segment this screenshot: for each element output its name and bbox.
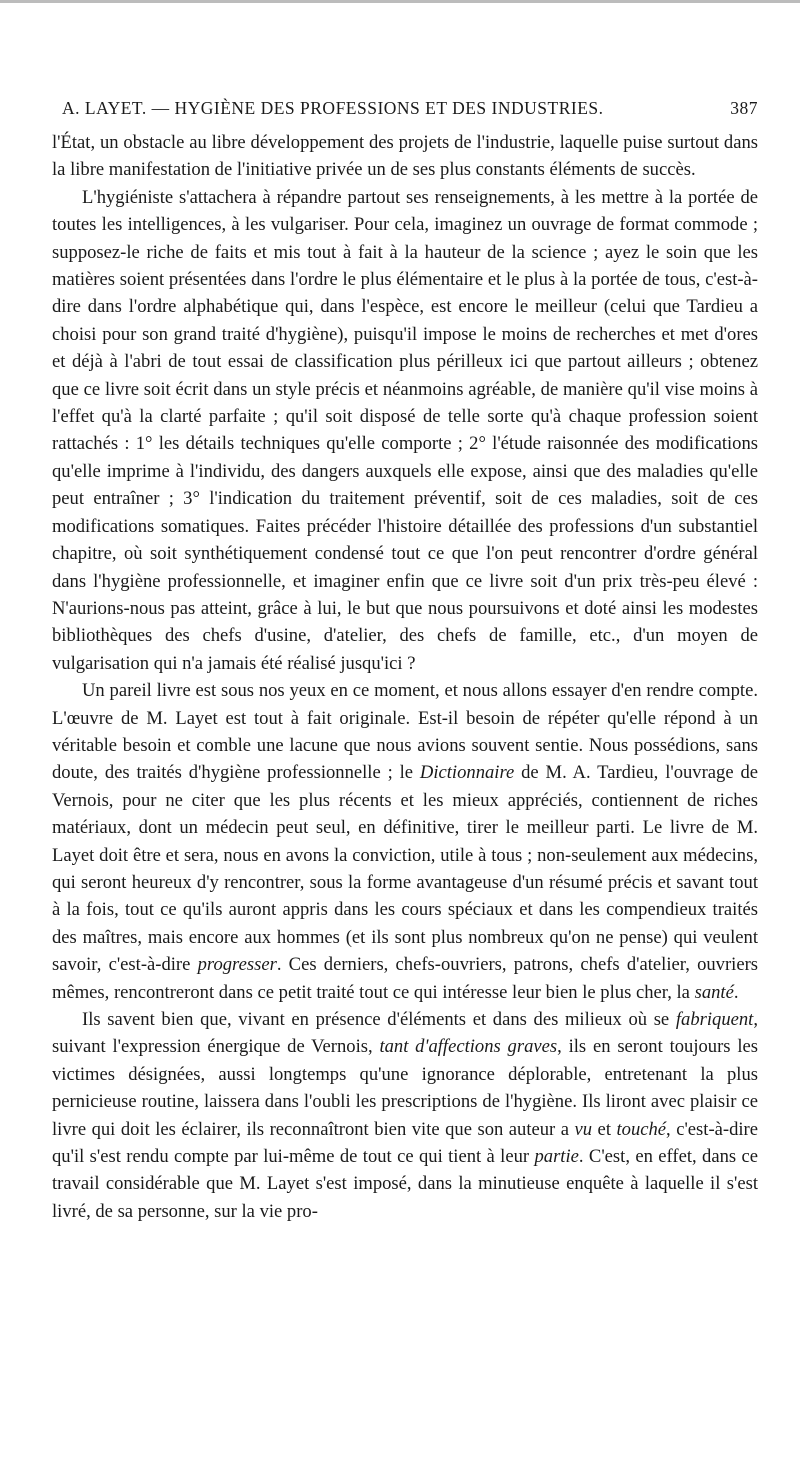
text-run: Un pareil livre est sous nos yeux en ce moment, et nous allons essayer d'en rendre compte. L'œuvre de M. Layet est tout à fait originale. Est-il besoin de répéter qu'elle répond à un véritable besoin et comble une lacune que nous avions souvent sentie. Nous possédions, sans doute, des traités d'hygiène professionnelle ; le xyxy=(52,680,758,784)
running-title: A. LAYET. — HYGIÈNE DES PROFESSIONS ET DES INDUSTRIES. xyxy=(62,98,604,118)
text-run: . C'est, en effet, dans ce travail considérable que M. Layet s'est imposé, dans la minutieuse enquête à laquelle il s'est livré, de sa personne, sur la vie pro- xyxy=(52,1146,759,1222)
text-run: . xyxy=(733,981,739,1003)
top-border-rule xyxy=(0,0,800,3)
book-page xyxy=(52,98,758,1225)
text-run: L'hygiéniste s'attachera à répandre partout ses renseignements, à les mettre à la portée de toutes les intelligences, à les vulgariser. Pour cela, imaginez un ouvrage de format commode ; supposez-le riche de faits et mis tout à fait à la hauteur de la science ; ayez le soin que les matières soient présentées dans l'ordre le plus élémentaire et le plus à la portée de tous, c'est-à-dire dans l'ordre alphabétique qui, dans l'espèce, est encore le meilleur (celui que Tardieu a choisi pour son grand traité d'hygiène), puisqu'il impose le moins de recherches et met d'ores et déjà à l'abri de tout essai de classification plus périlleux ici que partout ailleurs ; obtenez que ce livre soit écrit dans un style précis et néanmoins agréable, de manière qu'il vise moins à l'effet qu'à la clarté parfaite ; qu'il soit disposé de telle sorte qu'à chaque profession soient rattachés : 1° les détails techniques qu'elle comporte ; 2° l'étude raisonnée des modifications qu'elle imprime à l'individu, des dangers auxquels elle expose, ainsi que des maladies qu'elle peut entraîner ; 3° l'indication du traitement préventif, soit de ces maladies, soit de ces modifications somatiques. Faites précéder l'histoire détaillée des professions d'un substantiel chapitre, où soit synthétiquement condensé tout ce que l'on peut rencontrer d'ordre général dans l'hygiène professionnelle, et imaginer enfin que ce livre soit d'un prix très-peu élevé : N'aurions-nous pas atteint, grâce à lui, le but que nous poursuivons et doté ainsi les modestes bibliothèques des chefs d'usine, d'atelier, des chefs de famille, etc., d'un moyen de vulgarisation qui n'a jamais été réalisé jusqu'ici ? xyxy=(52,186,758,674)
text-run: l'État, un obstacle au libre développement des projets de l'industrie, laquelle puise surtout dans la libre manifestation de l'initiative privée un de ses plus constants éléments de succès. xyxy=(52,132,758,181)
italic-text: progresser xyxy=(197,954,277,976)
italic-text: fabriquent xyxy=(675,1009,754,1030)
italic-text: vu xyxy=(574,1118,593,1140)
text-run: , ils en seront toujours les victimes désignées, aussi longtemps qu'une ignorance déplorable, entretenant la plus pernicieuse routine, laissera dans l'oubli les prescriptions de l'hygiène. Ils liront avec plaisir ce livre qui doit les éclairer, ils reconnaîtront bien vite que son auteur a xyxy=(52,1036,758,1140)
text-run: Ils savent bien que, vivant en présence d'éléments et dans des milieux où se xyxy=(82,1009,676,1030)
paragraph xyxy=(52,677,758,1006)
paragraph xyxy=(52,129,758,184)
italic-text: touché xyxy=(616,1118,667,1140)
italic-text: Dictionnaire xyxy=(419,762,515,784)
text-run: , suivant l'expression énergique de Vernois, xyxy=(52,1009,758,1058)
italic-text: partie xyxy=(534,1146,579,1168)
paragraph xyxy=(52,184,758,677)
body-text xyxy=(52,129,758,1225)
paragraph xyxy=(52,1006,758,1225)
text-run: , c'est-à-dire qu'il s'est rendu compte par lui-même de tout ce qui tient à leur xyxy=(52,1118,758,1168)
text-run: et xyxy=(592,1118,617,1140)
text-run: . Ces derniers, chefs-ouvriers, patrons, chefs d'atelier, ouvriers mêmes, rencontreront dans ce petit traité tout ce qui intéresse leur bien le plus cher, la xyxy=(52,954,759,1003)
text-run: de M. A. Tardieu, l'ouvrage de Vernois, pour ne citer que les plus récents et les mieux appréciés, contiennent de riches matériaux, dont un médecin peut seul, en définitive, tirer le meilleur parti. Le livre de M. Layet doit être et sera, nous en avons la conviction, utile à tous ; non-seulement aux médecins, qui seront heureux d'y rencontrer, sous la forme avantageuse d'un résumé précis et savant tout à la fois, tout ce qu'ils auront appris dans les cours spéciaux et dans les compendieux traités des maîtres, mais encore aux hommes (et ils sont plus nombreux qu'on ne pense) qui veulent savoir, c'est-à-dire xyxy=(52,762,759,976)
italic-text: tant d'affections graves xyxy=(379,1036,558,1058)
italic-text: santé xyxy=(694,981,734,1003)
running-header xyxy=(52,98,758,119)
page-number: 387 xyxy=(730,98,758,118)
